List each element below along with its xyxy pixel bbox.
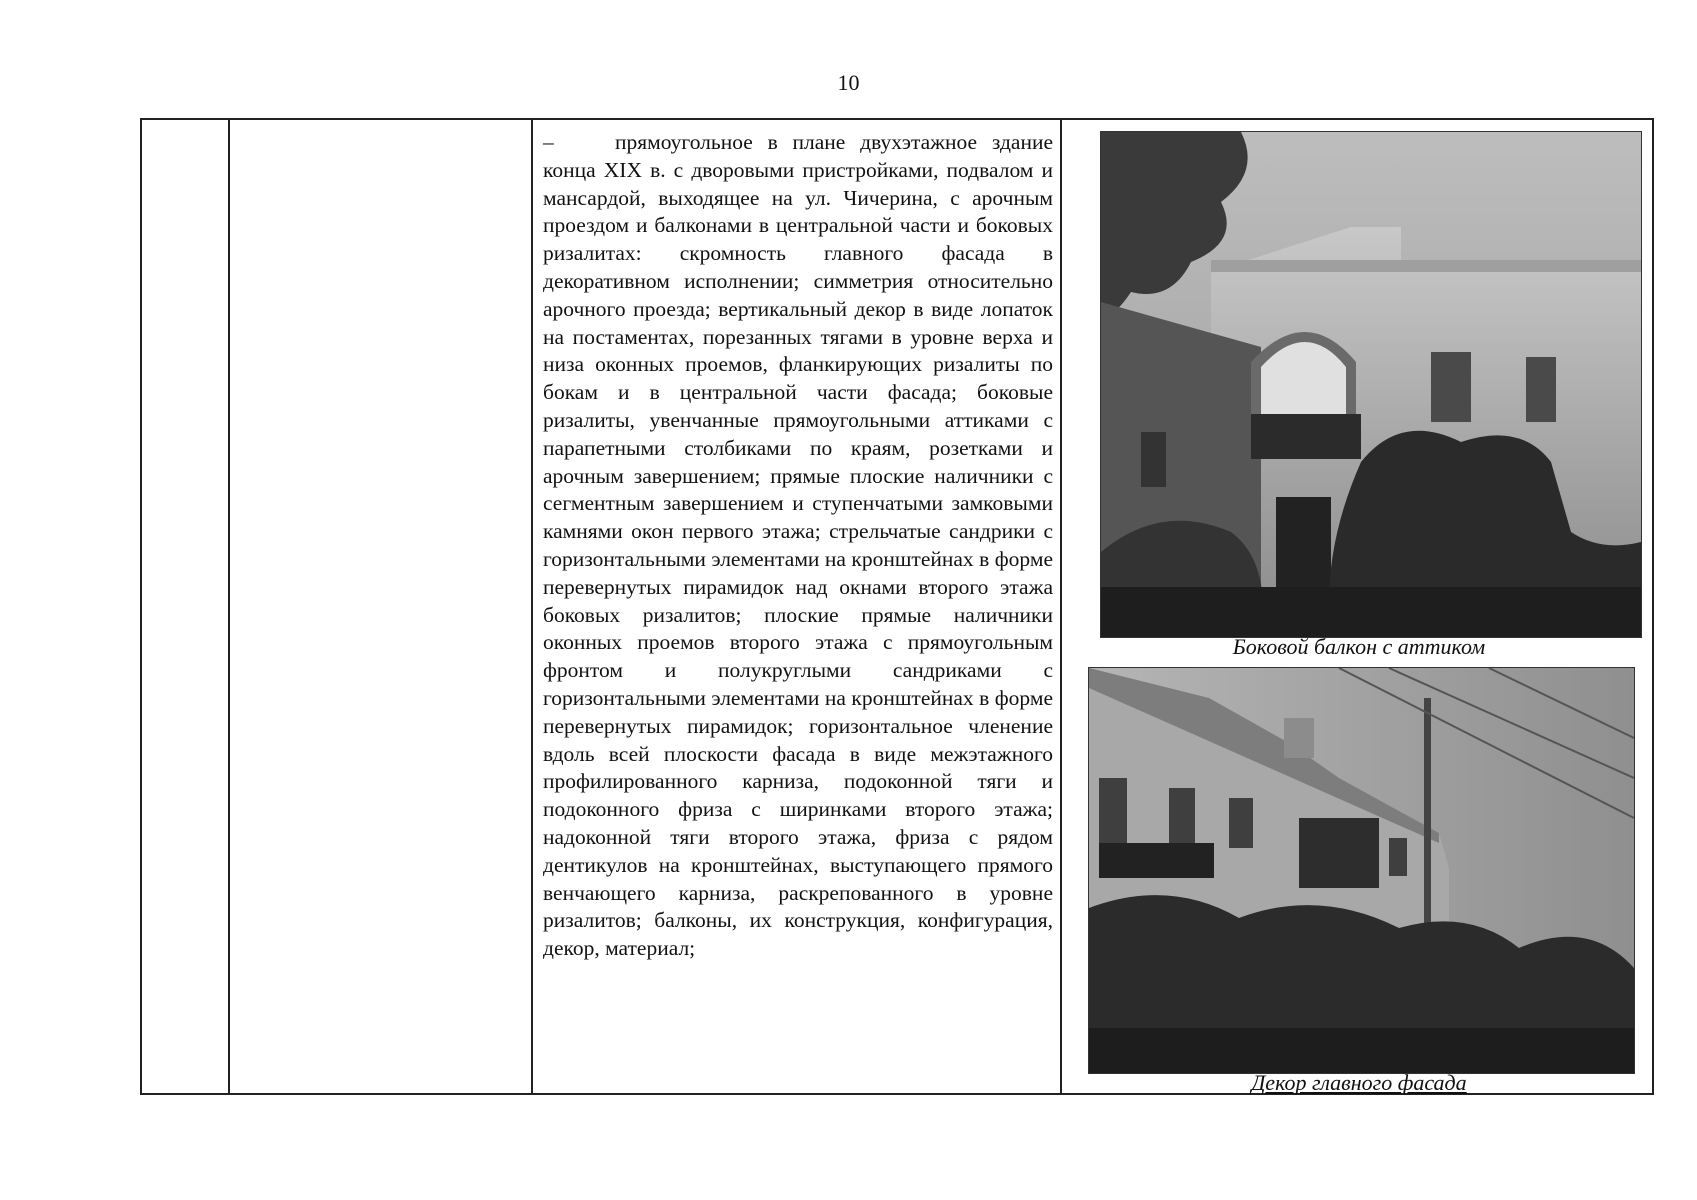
- column-divider: [1060, 120, 1062, 1093]
- photo-main-facade: [1088, 667, 1635, 1074]
- building-photo-image: [1101, 132, 1641, 637]
- column-divider: [531, 120, 533, 1093]
- building-description: [543, 129, 1053, 963]
- photo-caption: Декор главного фасада: [1251, 1070, 1467, 1095]
- description-text: прямоугольное в плане двухэтажное здание конца XIX в. с дворовыми пристройками, подвалом и мансардой, выходящее на ул. Чичерина, с арочным проездом и балконами в центральной части и боковых ризалитах: скромность главного фасада в декоративном исполнении; симметрия относительно арочного проезда; вертикальный декор в виде лопаток на постаментах, порезанных тягами в уровне верха и низа оконных проемов, фланкирующих ризалиты по бокам и в центральной части фасада; боковые ризалиты, увенчанные прямоугольными аттиками с парапетными столбиками по краям, розетками и арочным завершением; прямые плоские наличники с сегментным завершением и ступенчатыми замковыми камнями окон первого этажа; стрельчатые сандрики с горизонтальными элементами на кронштейнах в форме перевернутых пирамидок над окнами второго этажа боковых ризалитов; плоские прямые наличники оконных проемов второго этажа с прямоугольным фронтом и полукруглыми сандриками с горизонтальными элементами на кронштейнах в форме перевернутых пирамидок; горизонтальное членение вдоль всей плоскости фасада в виде межэтажного профилированного карниза, подоконной тяги и подоконного фриза с ширинками второго этажа; надоконной тяги второго этажа, фриза с рядом дентикулов на кронштейнах, выступающего прямого венчающего карниза, раскрепованного в уровне ризалитов; балконы, их конструкция, конфигурация, декор, материал;: [543, 130, 1053, 961]
- column-divider: [228, 120, 230, 1093]
- document-table: [140, 118, 1654, 1095]
- building-photo-image: [1089, 668, 1634, 1073]
- page-number: 10: [837, 70, 860, 95]
- photo-caption: Боковой балкон с аттиком: [1232, 634, 1486, 659]
- photo-side-balcony: [1100, 131, 1642, 638]
- list-dash: –: [543, 130, 554, 154]
